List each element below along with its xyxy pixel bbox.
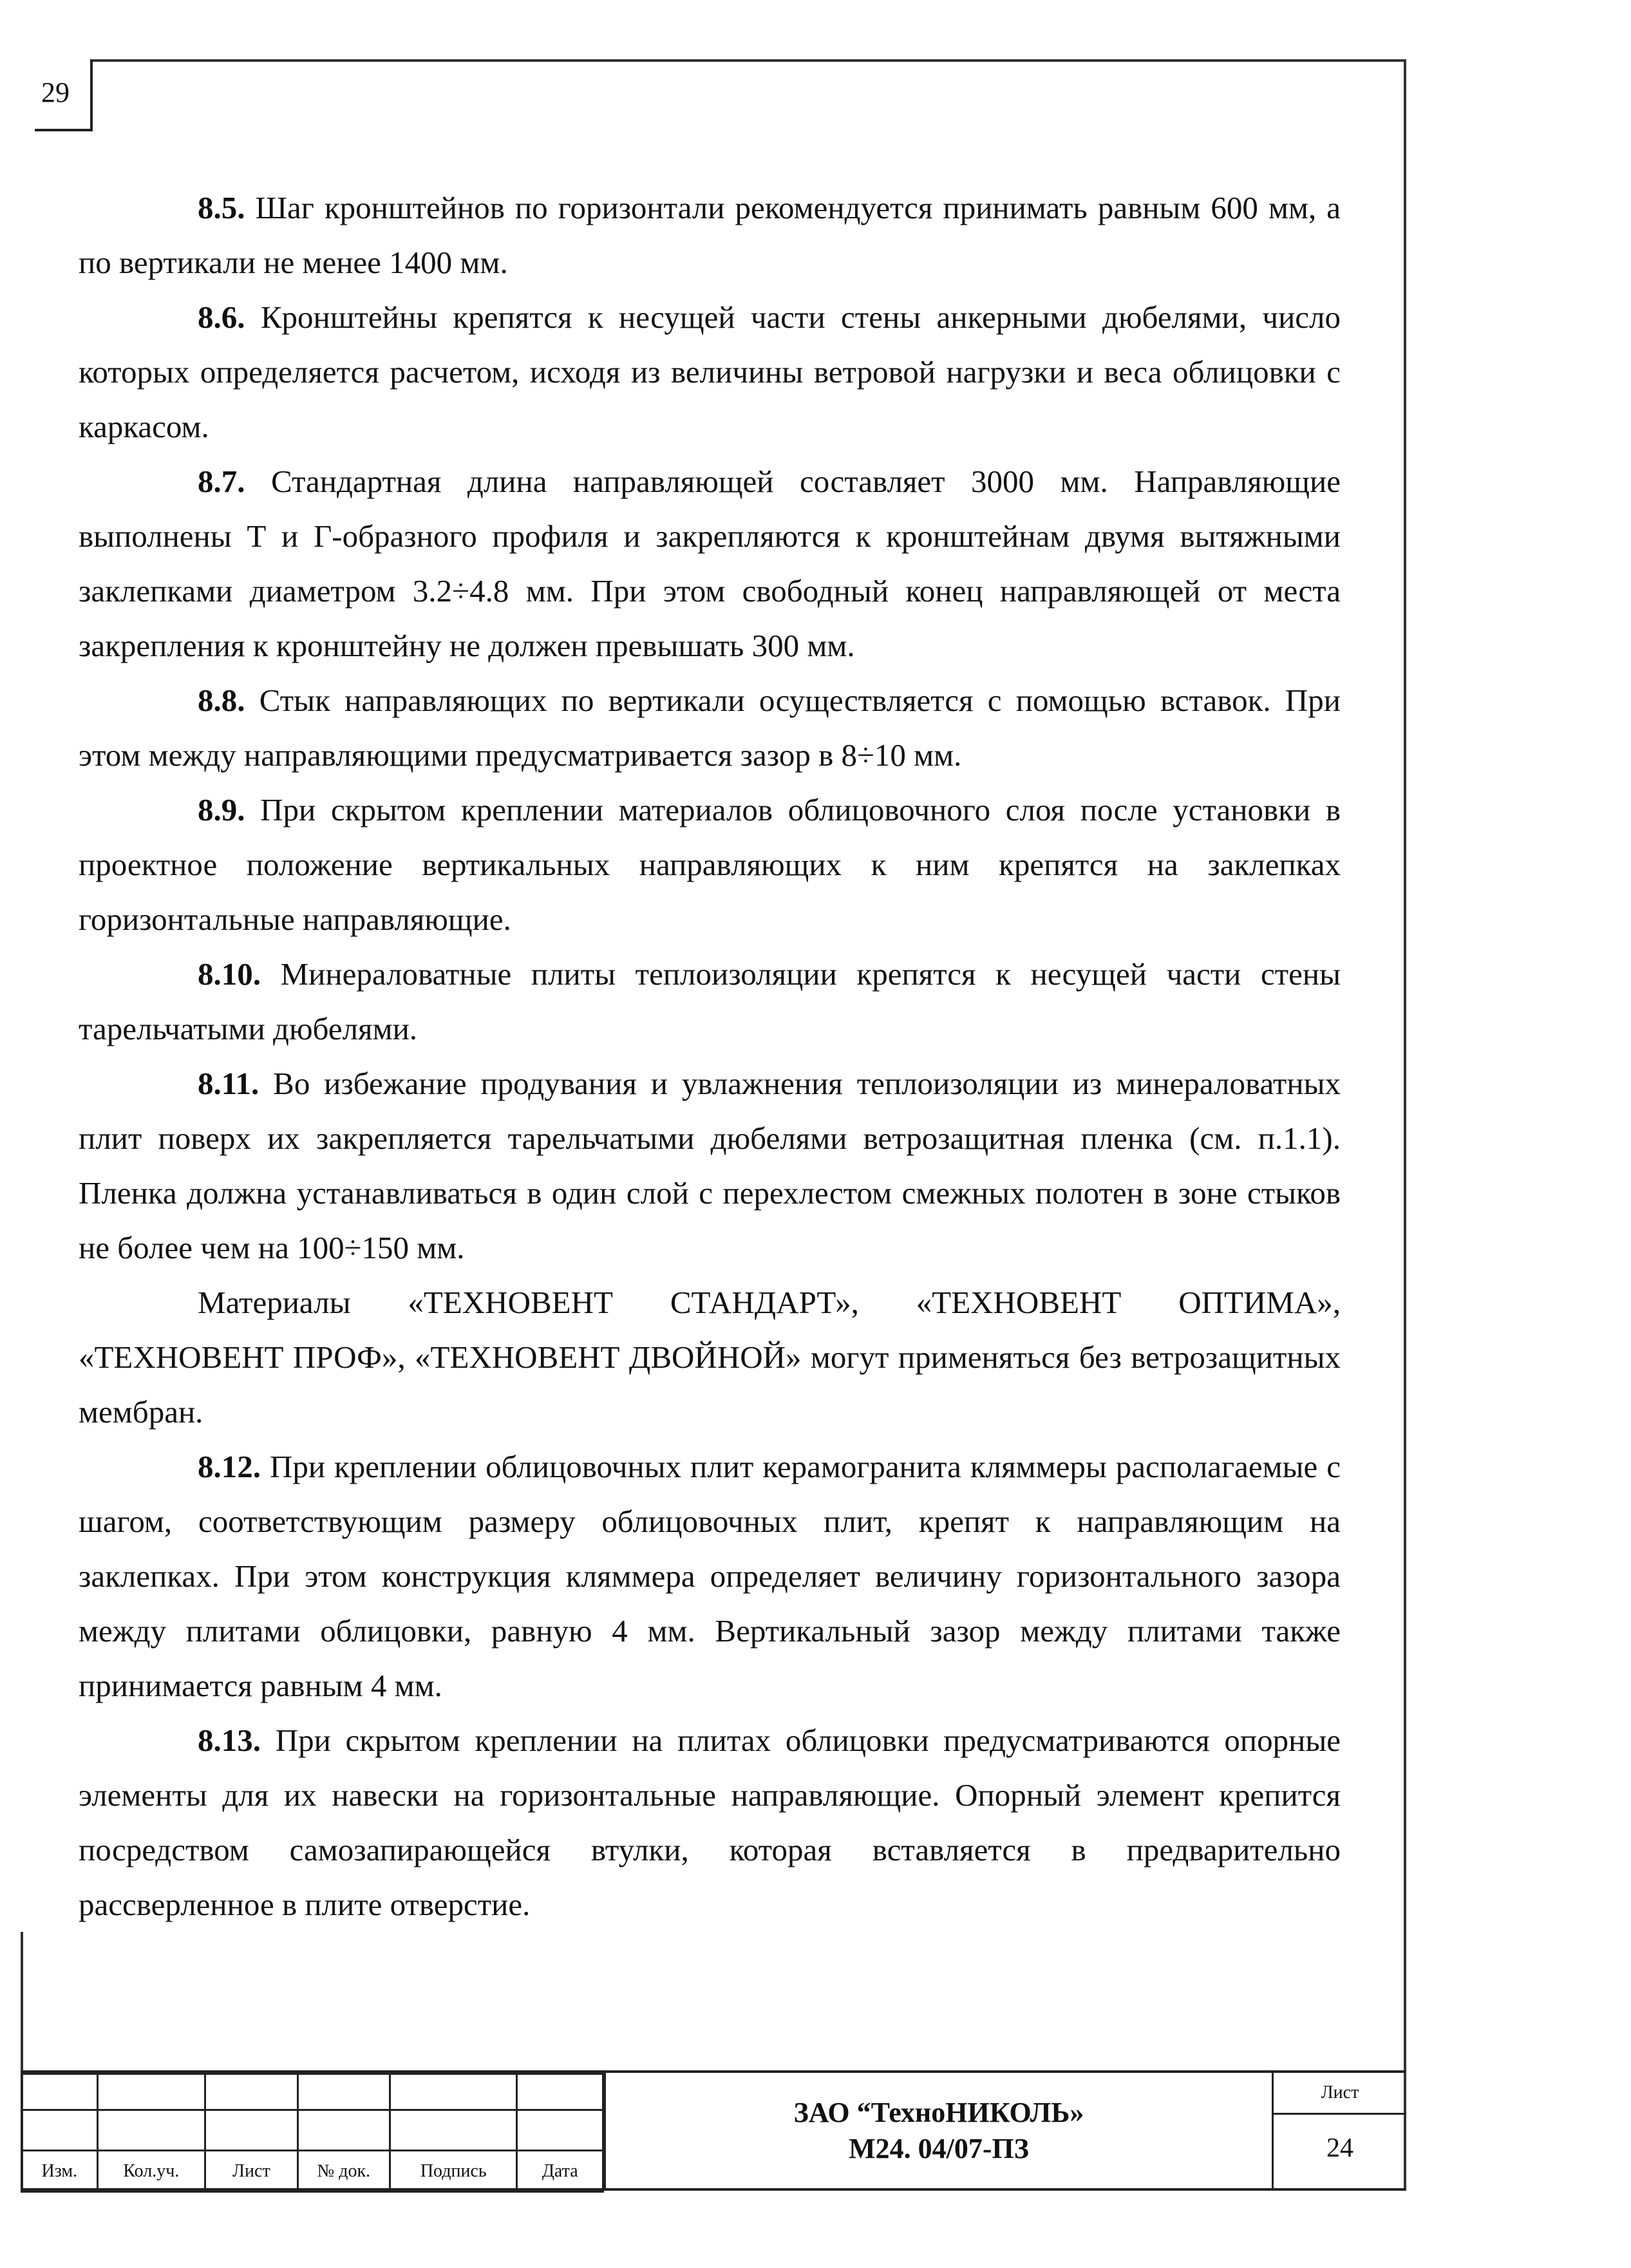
column-header-sheet: Лист [205, 2151, 297, 2192]
frame-right-border [1404, 59, 1406, 2191]
column-header-signature: Подпись [390, 2151, 517, 2192]
paragraph-8-6 [79, 290, 1341, 454]
paragraph-number: 8.9. [198, 792, 245, 827]
page-number-box [35, 59, 93, 131]
paragraph-text: Материалы «ТЕХНОВЕНТ СТАНДАРТ», «ТЕХНОВЕНТ ОПТИМА», «ТЕХНОВЕНТ ПРОФ», «ТЕХНОВЕНТ ДВОЙНОЙ» могут применяться без ветрозащитных мембран. [79, 1285, 1341, 1430]
paragraph-text: Шаг кронштейнов по горизонтали рекомендуется принимать равным 600 мм, а по вертикали не менее 1400 мм. [79, 190, 1341, 280]
paragraph-8-11 [79, 1056, 1341, 1275]
paragraph-number: 8.7. [198, 464, 245, 499]
paragraph-8-5 [79, 180, 1341, 290]
paragraph-text: При креплении облицовочных плит керамогранита кляммеры располагаемые с шагом, соответствующим размеру облицовочных плит, крепят к направляющим на заклепках. При этом конструкция кляммера определяет величину горизонтального зазора между плитами облицовки, равную 4 мм. Вертикальный зазор между плитами также принимается равным 4 мм. [79, 1449, 1341, 1703]
company-name: ЗАО “ТехноНИКОЛЬ» [793, 2097, 1084, 2128]
column-header-doc-number: № док. [297, 2151, 390, 2192]
frame-top-border [93, 59, 1406, 62]
paragraph-materials [79, 1275, 1341, 1439]
paragraph-8-10 [79, 947, 1341, 1056]
column-header-count: Кол.уч. [97, 2151, 205, 2192]
paragraph-8-13 [79, 1713, 1341, 1932]
revision-table [21, 2073, 604, 2193]
column-header-change: Изм. [22, 2151, 98, 2192]
paragraph-number: 8.6. [198, 299, 245, 335]
document-code: М24. 04/07-ПЗ [849, 2133, 1029, 2164]
paragraph-number: 8.11. [198, 1066, 259, 1101]
paragraph-text: Во избежание продувания и увлажнения теплоизоляции из минераловатных плит поверх их закрепляется тарельчатыми дюбелями ветрозащитная пленка (см. п.1.1). Пленка должна устанавливаться в один слой с перехлестом смежных полотен в зоне стыков не более чем на 100÷150 мм. [79, 1066, 1341, 1265]
paragraph-number: 8.12. [198, 1449, 261, 1484]
paragraph-text: Стандартная длина направляющей составляет 3000 мм. Направляющие выполнены Т и Г-образного профиля и закрепляются к кронштейнам двумя вытяжными заклепками диаметром 3.2÷4.8 мм. При этом свободный конец направляющей от места закрепления к кронштейну не должен превышать 300 мм. [79, 464, 1341, 663]
paragraph-text: При скрытом креплении материалов облицовочного слоя после установки в проектное положение вертикальных направляющих к ним крепятся на заклепках горизонтальные направляющие. [79, 792, 1341, 937]
sheet-label: Лист [1274, 2073, 1406, 2115]
paragraph-text: При скрытом креплении на плитах облицовки предусматриваются опорные элементы для их навески на горизонтальные направляющие. Опорный элемент крепится посредством самозапирающейся втулки, которая вставляется в предварительно рассверленное в плите отверстие. [79, 1723, 1341, 1922]
paragraph-text: Кронштейны крепятся к несущей части стены анкерными дюбелями, число которых определяется расчетом, исходя из величины ветровой нагрузки и веса облицовки с каркасом. [79, 299, 1341, 444]
paragraph-number: 8.5. [198, 190, 245, 225]
sheet-number: 24 [1326, 2133, 1353, 2163]
body-text [79, 180, 1341, 1932]
column-header-date: Дата [517, 2151, 603, 2192]
company-cell [604, 2073, 1274, 2191]
page-number: 29 [41, 77, 70, 108]
sheet-cell [1274, 2073, 1406, 2191]
paragraph-number: 8.8. [198, 683, 245, 718]
paragraph-8-12 [79, 1439, 1341, 1713]
paragraph-8-7 [79, 454, 1341, 673]
paragraph-number: 8.13. [198, 1723, 261, 1758]
paragraph-text: Стык направляющих по вертикали осуществляется с помощью вставок. При этом между направляющими предусматривается зазор в 8÷10 мм. [79, 683, 1341, 773]
paragraph-8-9 [79, 782, 1341, 947]
paragraph-text: Минераловатные плиты теплоизоляции крепятся к несущей части стены тарельчатыми дюбелями. [79, 956, 1341, 1046]
paragraph-number: 8.10. [198, 956, 261, 992]
paragraph-8-8 [79, 673, 1341, 782]
title-block [21, 2070, 1406, 2191]
